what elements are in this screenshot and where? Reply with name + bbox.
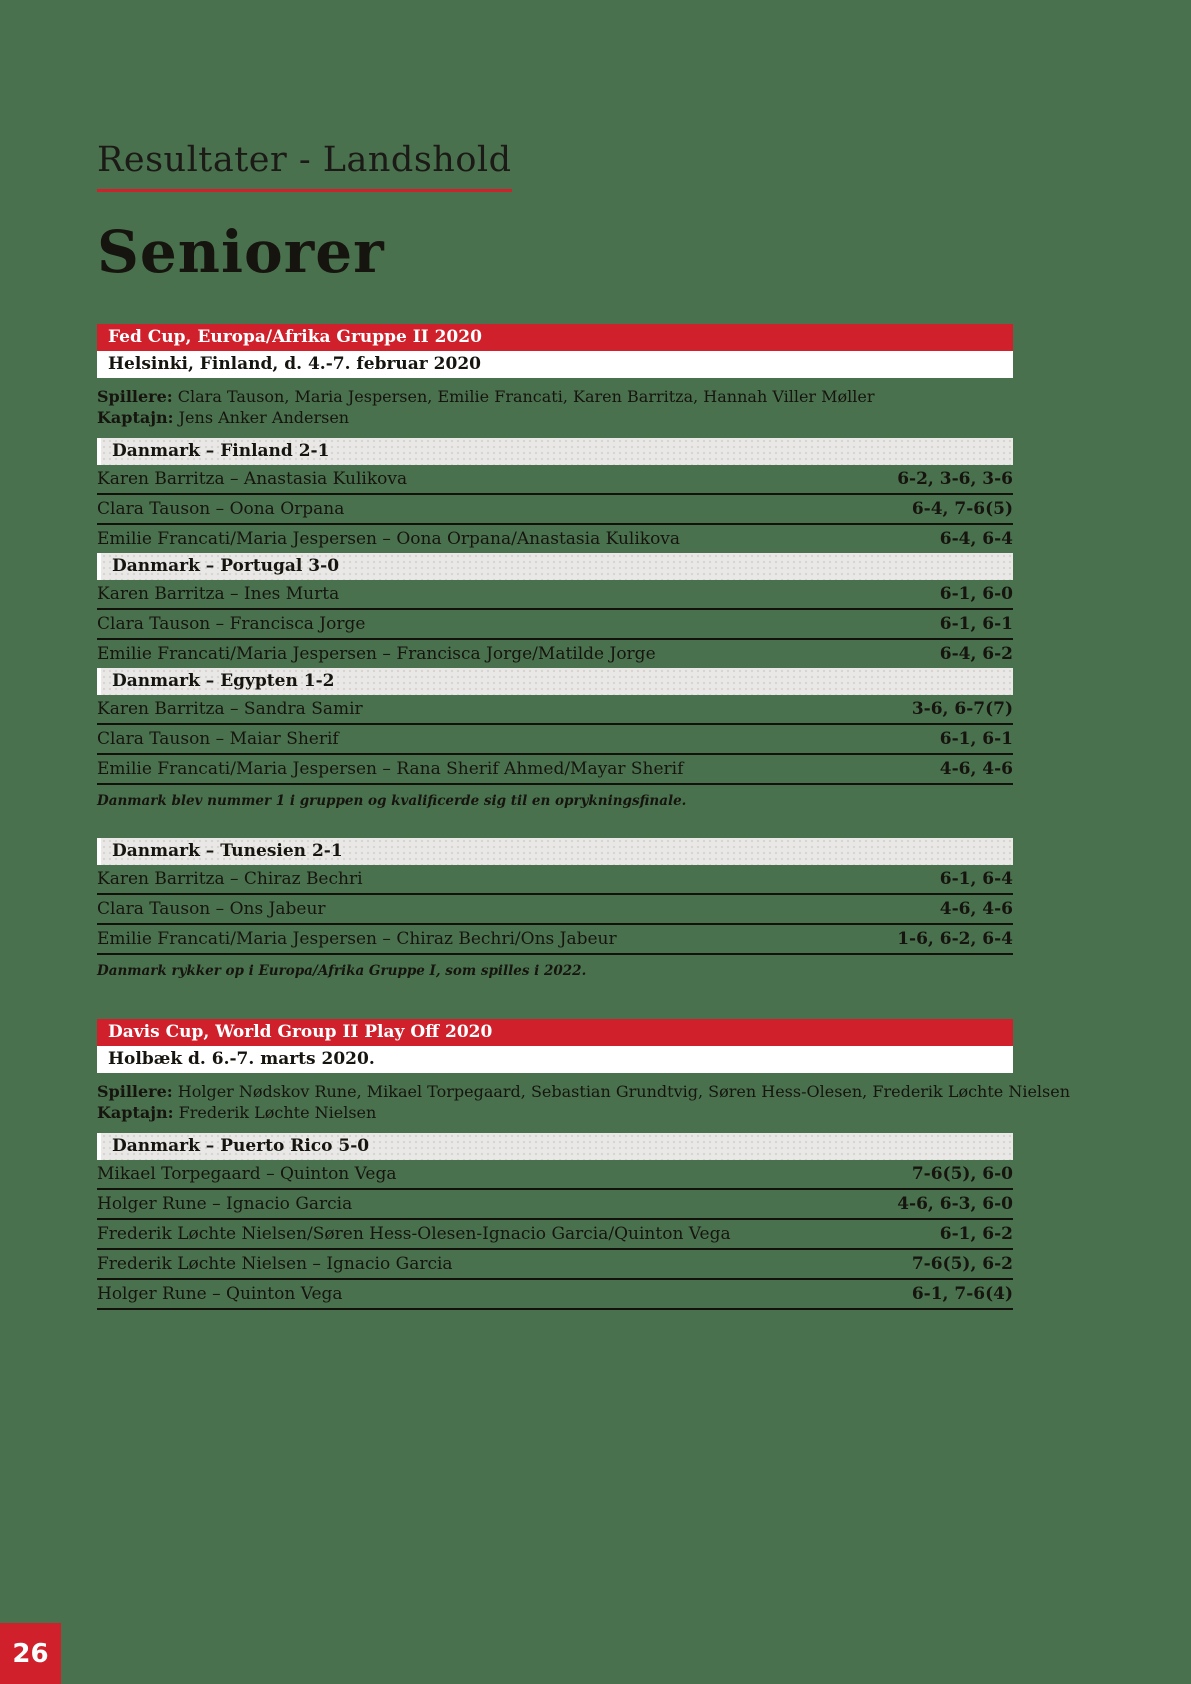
venue-bar: Helsinki, Finland, d. 4.-7. februar 2020 <box>97 351 1013 378</box>
captain-label: Kaptajn: <box>97 408 174 427</box>
players-label: Spillere: <box>97 1082 173 1101</box>
match-row <box>97 1278 1013 1310</box>
match-score: 6-4, 6-2 <box>939 644 1013 664</box>
match-players: Emilie Francati/Maria Jespersen – Oona Orpana/Anastasia Kulikova <box>97 529 681 549</box>
team-meta <box>97 378 1013 438</box>
match-row <box>97 723 1013 753</box>
match-players: Holger Rune – Ignacio Garcia <box>97 1194 353 1214</box>
match-score: 3-6, 6-7(7) <box>911 699 1013 719</box>
match-row <box>97 465 1013 493</box>
match-row <box>97 695 1013 723</box>
venue-bar: Holbæk d. 6.-7. marts 2020. <box>97 1046 1013 1073</box>
match-row <box>97 753 1013 785</box>
match-players: Frederik Løchte Nielsen – Ignacio Garcia <box>97 1254 453 1274</box>
match-row <box>97 1248 1013 1278</box>
match-score: 6-2, 3-6, 3-6 <box>897 469 1013 489</box>
page-title: Seniorer <box>97 218 385 286</box>
match-score: 4-6, 4-6 <box>939 899 1013 919</box>
match-row <box>97 523 1013 553</box>
match-score: 4-6, 4-6 <box>939 759 1013 779</box>
match-players: Frederik Løchte Nielsen/Søren Hess-Olesen-Ignacio Garcia/Quinton Vega <box>97 1224 731 1244</box>
match-score: 6-1, 6-2 <box>939 1224 1013 1244</box>
match-score: 4-6, 6-3, 6-0 <box>897 1194 1013 1214</box>
match-row <box>97 493 1013 523</box>
tie-egypten <box>97 668 1013 785</box>
page-eyebrow: Resultater - Landshold <box>97 140 512 192</box>
section-davis-cup <box>97 1019 1071 1310</box>
match-players: Karen Barritza – Ines Murta <box>97 584 340 604</box>
players-line <box>97 1081 1071 1102</box>
match-row <box>97 638 1013 668</box>
result-note: Danmark blev nummer 1 i gruppen og kvalificerde sig til en oprykningsfinale. <box>97 793 687 809</box>
match-players: Clara Tauson – Oona Orpana <box>97 499 345 519</box>
page-number: 26 <box>0 1623 61 1684</box>
match-score: 6-1, 6-1 <box>939 614 1013 634</box>
tie-header: Danmark – Puerto Rico 5-0 <box>97 1133 1013 1160</box>
captain-value: Jens Anker Andersen <box>178 408 350 427</box>
tie-portugal <box>97 553 1013 668</box>
captain-line <box>97 1102 1013 1123</box>
match-row <box>97 865 1013 893</box>
tie-header: Danmark – Portugal 3-0 <box>97 553 1013 580</box>
match-score: 6-1, 6-0 <box>939 584 1013 604</box>
tie-header: Danmark – Finland 2-1 <box>97 438 1013 465</box>
match-players: Clara Tauson – Francisca Jorge <box>97 614 366 634</box>
result-note: Danmark rykker op i Europa/Afrika Gruppe I, som spilles i 2022. <box>97 963 587 979</box>
match-score: 6-1, 6-4 <box>939 869 1013 889</box>
tie-header: Danmark – Tunesien 2-1 <box>97 838 1013 865</box>
match-players: Karen Barritza – Sandra Samir <box>97 699 363 719</box>
match-score: 6-4, 7-6(5) <box>911 499 1013 519</box>
tournament-header-bar: Fed Cup, Europa/Afrika Gruppe II 2020 <box>97 324 1013 351</box>
players-label: Spillere: <box>97 387 173 406</box>
section-fed-cup <box>97 324 1013 809</box>
tie-header: Danmark – Egypten 1-2 <box>97 668 1013 695</box>
players-value: Clara Tauson, Maria Jespersen, Emilie Francati, Karen Barritza, Hannah Viller Møller <box>177 387 875 406</box>
players-line <box>97 386 1013 407</box>
tie-puerto-rico <box>97 1133 1013 1310</box>
match-players: Emilie Francati/Maria Jespersen – Chiraz Bechri/Ons Jabeur <box>97 929 617 949</box>
match-row <box>97 893 1013 923</box>
match-score: 7-6(5), 6-0 <box>911 1164 1013 1184</box>
match-score: 6-1, 6-1 <box>939 729 1013 749</box>
match-score: 6-1, 7-6(4) <box>911 1284 1013 1304</box>
match-players: Clara Tauson – Maiar Sherif <box>97 729 339 749</box>
captain-value: Frederik Løchte Nielsen <box>178 1103 377 1122</box>
page-content <box>97 0 1071 1310</box>
match-row <box>97 1188 1013 1218</box>
match-row <box>97 1160 1013 1188</box>
match-players: Clara Tauson – Ons Jabeur <box>97 899 326 919</box>
match-score: 6-4, 6-4 <box>939 529 1013 549</box>
match-row <box>97 1218 1013 1248</box>
match-players: Mikael Torpegaard – Quinton Vega <box>97 1164 397 1184</box>
captain-label: Kaptajn: <box>97 1103 174 1122</box>
match-players: Emilie Francati/Maria Jespersen – Francisca Jorge/Matilde Jorge <box>97 644 656 664</box>
tie-tunesien <box>97 838 1013 955</box>
tie-finland <box>97 438 1013 553</box>
match-row <box>97 608 1013 638</box>
match-row <box>97 923 1013 955</box>
match-players: Emilie Francati/Maria Jespersen – Rana Sherif Ahmed/Mayar Sherif <box>97 759 684 779</box>
match-score: 1-6, 6-2, 6-4 <box>897 929 1013 949</box>
match-players: Karen Barritza – Chiraz Bechri <box>97 869 363 889</box>
tournament-header-bar: Davis Cup, World Group II Play Off 2020 <box>97 1019 1013 1046</box>
match-players: Karen Barritza – Anastasia Kulikova <box>97 469 408 489</box>
match-players: Holger Rune – Quinton Vega <box>97 1284 343 1304</box>
players-value: Holger Nødskov Rune, Mikael Torpegaard, Sebastian Grundtvig, Søren Hess-Olesen, Frederik Løchte Nielsen <box>177 1082 1071 1101</box>
team-meta <box>97 1073 1071 1133</box>
match-row <box>97 580 1013 608</box>
captain-line <box>97 407 1013 428</box>
match-score: 7-6(5), 6-2 <box>911 1254 1013 1274</box>
